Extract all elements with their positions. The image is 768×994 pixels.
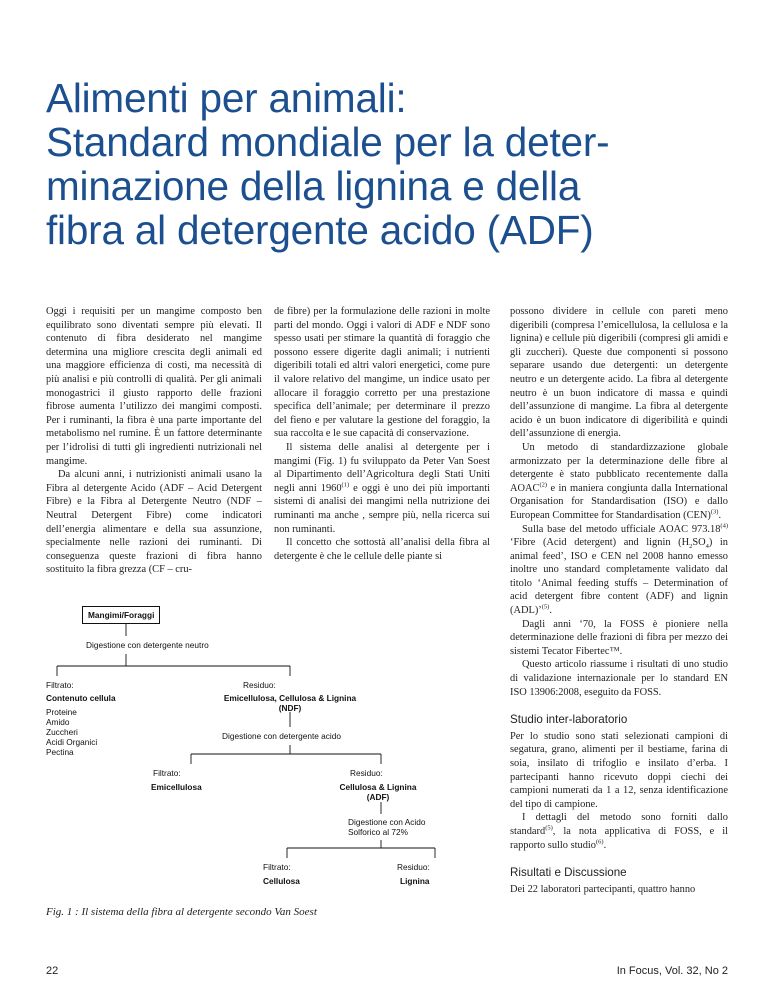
section-heading: Risultati e Discussione <box>510 866 627 880</box>
reference-mark: (5) <box>545 824 553 832</box>
reference-mark: (2) <box>539 481 548 489</box>
diagram-node-title: Contenuto cellula <box>46 693 116 703</box>
diagram-node-title: Lignina <box>400 876 430 886</box>
diagram-filtrate-label: Filtrato: <box>153 768 181 778</box>
article-title <box>46 76 736 252</box>
paragraph: Dei 22 laboratori partecipanti, quattro hanno <box>510 883 696 895</box>
reference-mark: (6) <box>596 838 604 846</box>
paragraph: Il sistema delle analisi al detergente per i mangimi (Fig. 1) fu sviluppato da Peter Van Soest al Dipartimento dell’Agricoltura degli Stati Uniti negli anni 1960$^{(1)}$ e oggi è uno dei più importanti sistemi di analisi dei mangimi nella nutrizione dei ruminanti ma anche , sempre più, nella ricerca sui non ruminanti. <box>274 441 490 535</box>
text-column-1 <box>46 305 262 577</box>
text-column-3 <box>510 305 728 896</box>
diagram-list-item: Zuccheri <box>46 727 78 737</box>
diagram-step-label: Solforico al 72% <box>348 827 408 837</box>
fiber-system-diagram <box>46 592 488 892</box>
paragraph: Sulla base del metodo ufficiale AOAC 973.18$^{(4)}$ ‘Fibre (Acid detergent) and lignin $(H_2SO_4)$ in animal feed’, ISO e CEN nel 2008 hanno emesso inoltre uno standard completamente validato dal titolo ‘Animal feeding stuffs – Determination of acid detergent fibre content (ADF) and lignin (ADL)’$^{(5)}$. <box>510 522 728 617</box>
paragraph: Da alcuni anni, i nutrizionisti animali usano la Fibra al detergente Acido (ADF – Acid Detergent Fibre) e la Fibra al Detergente Neutro (NDF – Neutral Detergent Fibre) come indicatori dell’energia alimentare e della sua assunzione, specialmente nelle razioni dei ruminanti. Di conseguenza queste frazioni di fibra hanno sostituito la fibra grezza (CF – cru- <box>46 469 262 576</box>
diagram-node-subtitle: (ADF) <box>366 792 390 802</box>
diagram-node-title: Cellulosa & Lignina <box>339 782 417 792</box>
paragraph: I dettagli del metodo sono forniti dallo standard$^{(5)}$, la nota applicativa di FOSS, e il rapporto sullo studio$^{(6)}$. <box>510 812 728 851</box>
diagram-root-box: Mangimi/Foraggi <box>82 606 160 624</box>
paragraph: Oggi i requisiti per un mangime composto ben equilibrato sono diventati sempre più elevati. Il contenuto di fibra desiderato nel mangime determina una migliore crescita degli animali ed una maggiore efficienza di costi, ma necessità di più analisi e più controlli di qualità. Per gli animali monogastrici il giusto rapporto delle frazioni fibrose aumenta l’utilizzo dei mangimi composti. Per i ruminanti, la fibra è una parte importante del metabolismo nel rumine. È un fattore determinante per l’idrolisi di tutti gli ingredienti nutrizionali nel mangime. <box>46 306 262 467</box>
reference-mark: (1) <box>341 481 350 489</box>
diagram-connectors <box>46 592 488 892</box>
reference-mark: (4) <box>720 522 728 530</box>
diagram-filtrate-label: Filtrato: <box>46 680 74 690</box>
journal-footer: In Focus, Vol. 32, No 2 <box>616 965 728 977</box>
diagram-filtrate-label: Filtrato: <box>263 862 291 872</box>
paragraph: Dagli anni ‘70, la FOSS è pioniere nella determinazione delle frazioni di fibra per mezzo dei sistemi Tecator Fibertec™. <box>510 618 728 657</box>
diagram-residue-label: Residuo: <box>243 680 276 690</box>
diagram-list-item: Amido <box>46 717 70 727</box>
diagram-node-title: Emicellulosa, Cellulosa & Lignina <box>223 693 357 703</box>
diagram-residue-label: Residuo: <box>397 862 430 872</box>
title-line: Alimenti per animali: <box>46 75 407 121</box>
diagram-list-item: Acidi Organici <box>46 737 98 747</box>
diagram-step-label: Digestione con detergente neutro <box>86 640 209 650</box>
diagram-step-label: Digestione con detergente acido <box>222 731 342 741</box>
diagram-list-item: Pectina <box>46 747 74 757</box>
paragraph: Questo articolo riassume i risultati di uno studio di validazione internazionale per lo standard EN ISO 13906:2008, eseguito da FOSS. <box>510 659 728 698</box>
paragraph: Per lo studio sono stati selezionati campioni di segatura, grano, alimenti per il bestiame, farina di soia, insilato di trifoglio e insilato d’erba. I partecipanti hanno ricevuto doppi ciechi dei campioni numerati da 1 a 12, senza identificazione del tipo di campione. <box>510 730 728 810</box>
paragraph: possono dividere in cellule con pareti meno digeribili (compresa l’emicellulosa, la cellulosa e la lignina) e cellule più digeribili (compresi gli amidi e gli zuccheri). Queste due componenti si possono separare usando due detergenti: un detergente neutro e un detergente acido. La fibra al detergente neutro è un buon indicatore di massa e quindi dell’assunzione di mangime. La fibra al detergente acido è un buon indicatore di digeribilità e quindi dell’assunzione di energia. <box>510 306 728 440</box>
section-heading: Studio inter-laboratorio <box>510 713 628 727</box>
text-column-2 <box>274 305 490 563</box>
title-line: minazione della lignina e della <box>46 163 581 209</box>
paragraph: Il concetto che sottostà all’analisi della fibra al detergente è che le cellule delle piante si <box>274 537 490 562</box>
paragraph: de fibre) per la formulazione delle razioni in molte parti del mondo. Oggi i valori di ADF e NDF sono spesso usati per stimare la quantità di foraggio che possono essere digerite dagli animali; i nutrienti digeribili totali ed altri valori energetici, come pure il valore relativo del mangime, un indice usato per allocare il foraggio corretto per una prestazione specifica dell’animale; per determinare il prezzo del fieno e per valutare la gestione del foraggio, la sua raccolta e le sue capacità di conservazione. <box>274 306 490 440</box>
diagram-node-subtitle: (NDF) <box>278 703 302 713</box>
diagram-list-item: Proteine <box>46 707 77 717</box>
title-line: Standard mondiale per la deter- <box>46 119 610 165</box>
diagram-step-label: Digestione con Acido <box>348 817 426 827</box>
reference-mark: (5) <box>541 603 550 611</box>
diagram-residue-label: Residuo: <box>350 768 383 778</box>
reference-mark: (3) <box>710 508 719 516</box>
title-line: fibra al detergente acido (ADF) <box>46 207 594 253</box>
diagram-node-title: Emicellulosa <box>151 782 202 792</box>
page-number: 22 <box>46 965 59 977</box>
paragraph: Un metodo di standardizzazione globale armonizzato per la determinazione delle fibre al detergente è stato pubblicato recentemente dalla AOAC$^{(2)}$ e in maniera congiunta dalla International Organisation for Standardisation (ISO) e dallo European Committee for Standardisation (CEN)$^{(3)}$. <box>510 441 728 521</box>
diagram-node-title: Cellulosa <box>263 876 300 886</box>
figure-caption: Fig. 1 : Il sistema della fibra al detergente secondo Van Soest <box>46 906 317 918</box>
